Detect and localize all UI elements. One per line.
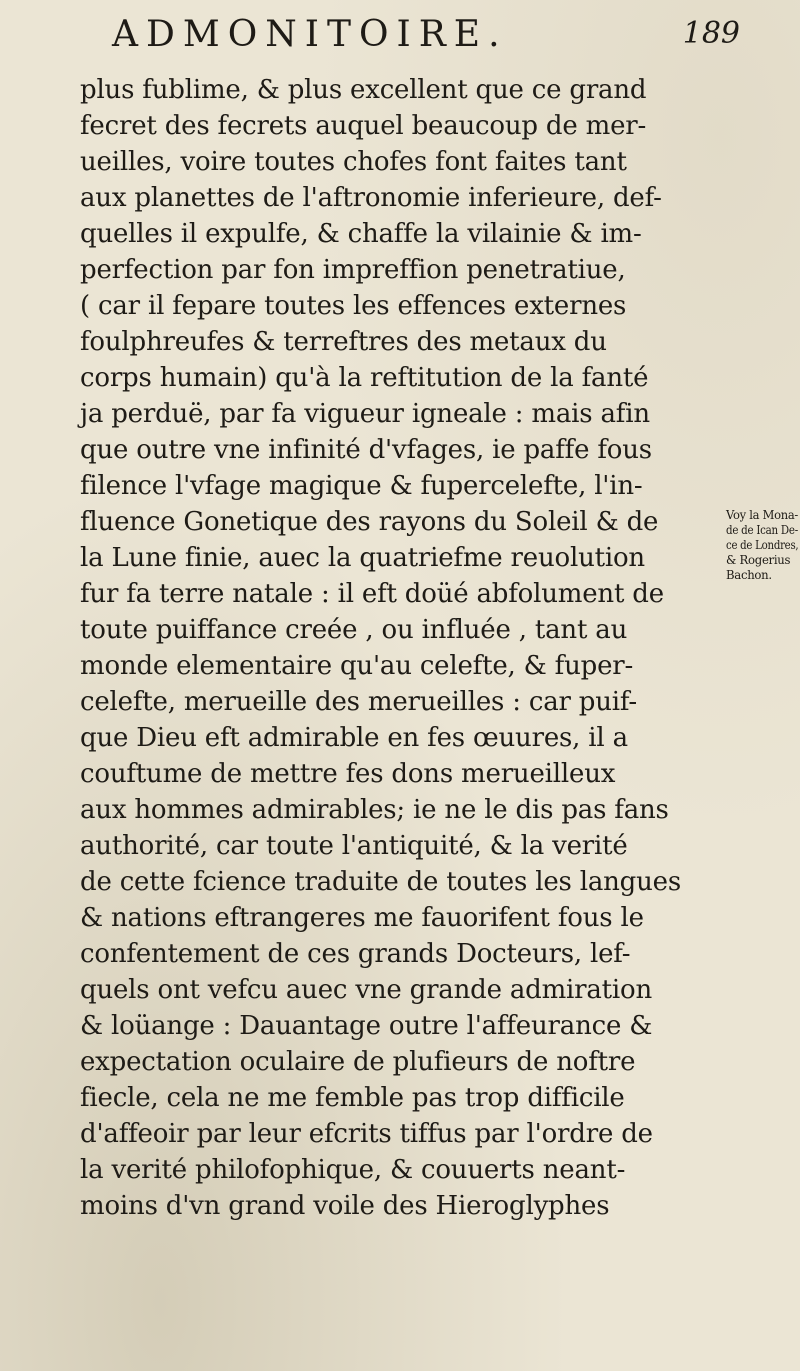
text-line: fluence Gonetique des rayons du Soleil & de [80,507,659,537]
text-line: couftume de mettre fes dons merueilleux [80,759,616,789]
text-line: que Dieu eft admirable en fes œuures, il a [80,723,628,753]
text-line: confentement de ces grands Docteurs, lef- [80,939,631,969]
text-line: monde elementaire qu'au celefte, & fuper- [80,651,634,681]
text-line: corps humain) qu'à la reftitution de la fanté [80,363,649,393]
body-text [80,72,720,1224]
text-line: expectation oculaire de plufieurs de noftre [80,1047,636,1077]
text-line: ja perduë, par fa vigueur igneale : mais afin [80,399,650,429]
text-line: quelles il expulfe, & chaffe la vilainie & im- [80,219,642,249]
text-line: perfection par fon impreffion penetratiue, [80,255,626,285]
text-line: moins d'vn grand voile des Hieroglyphes [80,1191,610,1221]
text-line: & nations eftrangeres me fauorifent fous le [80,903,644,933]
text-line: filence l'vfage magique & fupercelefte, l'in- [80,471,643,501]
text-line: foulphreufes & terreftres des metaux du [80,327,607,357]
text-line: fiecle, cela ne me femble pas trop difficile [80,1083,625,1113]
text-line: plus fublime, & plus excellent que ce grand [80,75,647,105]
text-line: & loüange : Dauantage outre l'affeurance & [80,1011,653,1041]
text-line: la verité philofophique, & couuerts neant- [80,1155,626,1185]
text-line: toute puiffance creée , ou influée , tant au [80,615,628,645]
margin-note-line: & Rogerius [726,553,791,567]
text-line: quels ont vefcu auec vne grande admiration [80,975,653,1005]
text-line: authorité, car toute l'antiquité, & la verité [80,831,628,861]
text-line: aux hommes admirables; ie ne le dis pas fans [80,795,669,825]
text-line: de cette fcience traduite de toutes les langues [80,867,681,897]
margin-note-line: ce de Londres, [726,538,799,552]
text-line: la Lune finie, auec la quatriefme reuolution [80,543,645,573]
margin-note-line: Voy la Mona- [726,508,799,522]
text-line: fur fa terre natale : il eft doüé abfolument de [80,579,664,609]
running-title: ADMONITOIRE. [112,14,508,55]
margin-note-line: Bachon. [726,568,772,582]
text-line: ueilles, voire toutes chofes font faites tant [80,147,627,177]
margin-note [726,508,800,583]
margin-note-line: de de Ican De- [726,523,798,537]
text-line: celefte, merueille des merueilles : car puif- [80,687,637,717]
text-line: fecret des fecrets auquel beaucoup de mer- [80,111,647,141]
text-line: ( car il fepare toutes les effences externes [80,291,627,321]
page-number: 189 [682,16,740,51]
text-line: aux planettes de l'aftronomie inferieure, def- [80,183,662,213]
text-line: d'affeoir par leur efcrits tiffus par l'ordre de [80,1119,653,1149]
text-line: que outre vne infinité d'vfages, ie paffe fous [80,435,652,465]
